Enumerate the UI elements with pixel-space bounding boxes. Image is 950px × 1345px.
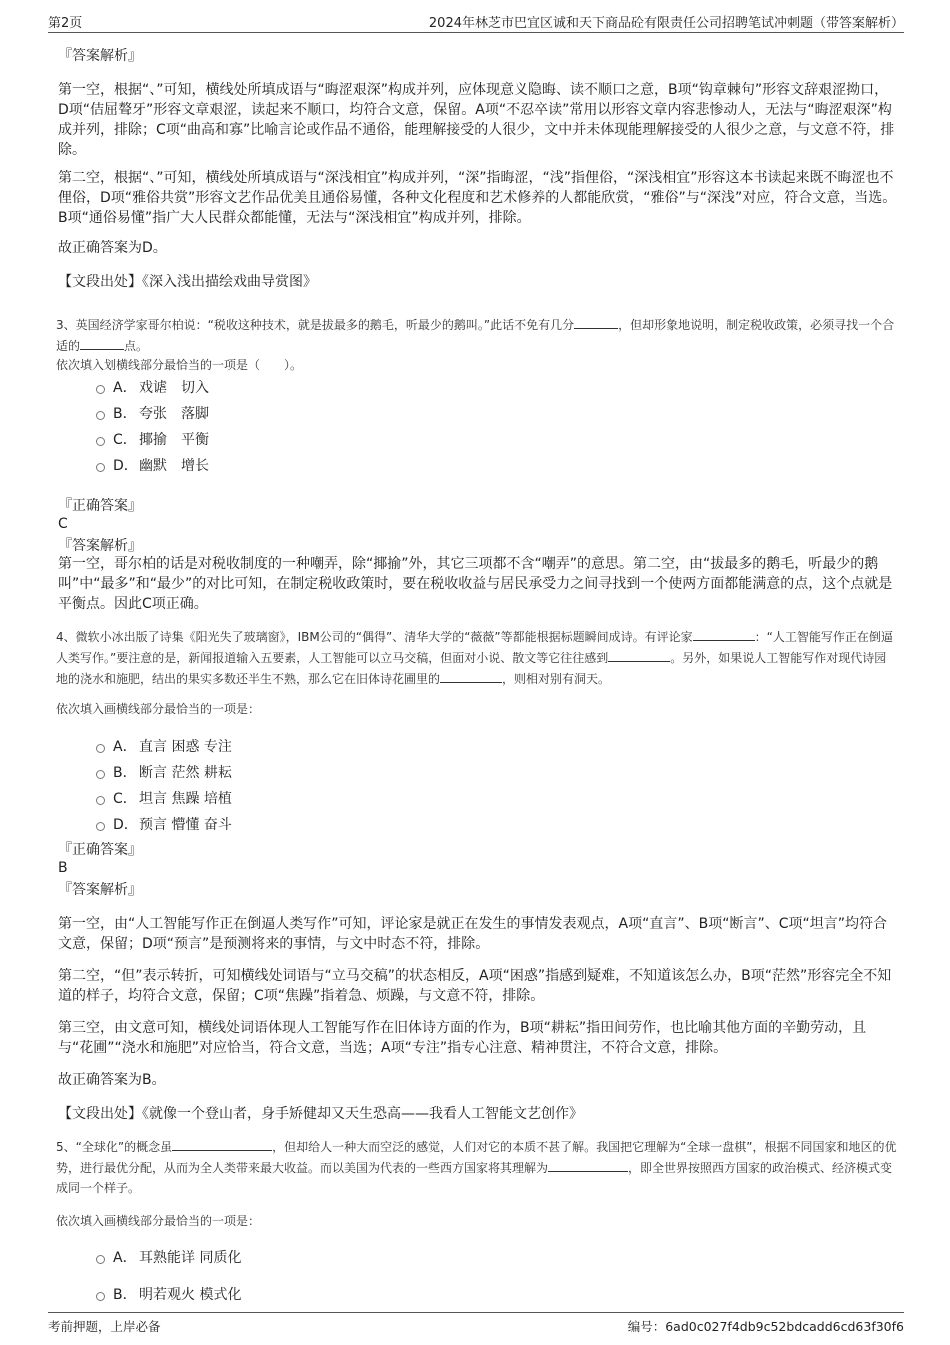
blank-line <box>548 1157 628 1172</box>
conclusion-text: 故正确答案为B。 <box>58 1072 166 1088</box>
document-id: 编号：6ad0c027f4db9c52bdcadd6cd63f30f6 <box>627 1319 904 1334</box>
correct-answer: C <box>58 516 68 532</box>
page-footer <box>48 1312 904 1335</box>
option-c[interactable]: C． 坦言 焦躁 培植 <box>96 788 232 808</box>
analysis-paragraph: 第二空，“但”表示转折，可知横线处词语与“立马交稿”的状态相反，A项“困惑”指感到疑难，不知道该怎么办，B项“茫然”形容完全不知道的样子，均符合文意，保留；C项“焦躁”指着急、烦躁，与文意不符，排除。 <box>58 968 892 1004</box>
question-stem: 3、英国经济学家哥尔柏说：“税收这种技术，就是拔最多的鹅毛，听最少的鹅叫。”此话不免有几分 ，但却形象地说明，制定税收政策，必须寻找一个合适的 点。 <box>56 314 898 356</box>
correct-answer-label: 『正确答案』 <box>58 842 142 858</box>
option-d[interactable]: D． 预言 懵懂 奋斗 <box>96 814 232 834</box>
blank-line <box>172 1136 272 1151</box>
analysis-paragraph: 第二空，根据“、”可知，横线处所填成语与“深浅相宜”构成并列，“深”指晦涩，“浅”指俚俗，“深浅相宜”形容这本书读起来既不晦涩也不俚俗，D项“雅俗共赏”形容文艺作品优美且通俗易懂，各种文化程度和艺术修养的人都能欣赏，“雅俗”与“深浅”对应，符合文意，当选。B项“通俗易懂”指广大人民群众都能懂，无法与“深浅相宜”构成并列，排除。 <box>58 170 897 226</box>
correct-answer: B <box>58 860 68 876</box>
question-stem: 4、微软小冰出版了诗集《阳光失了玻璃窗》，IBM公司的“偶得”、清华大学的“薇薇”等都能根据标题瞬间成诗。有评论家 ：“人工智能写作正在倒逼人类写作。”要注意的是，新闻报道输入五要素，人工智能可以立马交稿，但面对小说、散文等它往往感到 。另外，如果说人工智能写作对现代诗园地的浇水和施肥，结出的果实多数还半生不熟，那么它在旧体诗花圃里的 ，则相对别有洞天。 <box>56 626 898 689</box>
question-stem: 5、“全球化”的概念虽 ，但却给人一种大而空泛的感觉，人们对它的本质不甚了解。我国把它理解为“全球一盘棋”，根据不同国家和地区的优势，进行最优分配，从而为全人类带来最大收益。而以美国为代表的一些西方国家将其理解为 ，即全世界按照西方国家的政治模式、经济模式变成同一个样子。 <box>56 1136 898 1198</box>
conclusion-text: 故正确答案为D。 <box>58 240 167 256</box>
radio-icon[interactable] <box>96 770 105 779</box>
correct-answer-label: 『正确答案』 <box>58 498 142 514</box>
radio-icon[interactable] <box>96 1292 105 1301</box>
option-d[interactable]: D． 幽默 增长 <box>96 455 209 475</box>
page-header <box>48 10 904 33</box>
blank-line <box>574 314 618 329</box>
radio-icon[interactable] <box>96 1255 105 1264</box>
question-instruction: 依次填入画横线部分最恰当的一项是： <box>56 702 261 716</box>
answer-analysis-label: 『答案解析』 <box>58 882 142 898</box>
blank-line <box>80 335 124 350</box>
source-citation: 【文段出处】《就像一个登山者，身手矫健却又天生恐高——我看人工智能文艺创作》 <box>58 1106 583 1122</box>
analysis-paragraph: 第一空，哥尔柏的话是对税收制度的一种嘲弄，除“揶揄”外，其它三项都不含“嘲弄”的意思。第二空，由“拔最多的鹅毛，听最少的鹅叫”中“最多”和“最少”的对比可知，在制定税收政策时，要在税收收益与居民承受力之间寻找到一个使两方面都能满意的点，这个点就是平衡点。因此C项正确。 <box>58 556 893 612</box>
option-c[interactable]: C． 揶揄 平衡 <box>96 429 209 449</box>
radio-icon[interactable] <box>96 796 105 805</box>
radio-icon[interactable] <box>96 463 105 472</box>
option-b[interactable]: B． 断言 茫然 耕耘 <box>96 762 232 782</box>
option-b[interactable]: B． 明若观火 模式化 <box>96 1284 241 1304</box>
blank-line <box>693 626 755 641</box>
source-citation: 【文段出处】《深入浅出描绘戏曲导赏图》 <box>58 274 317 290</box>
blank-line <box>440 668 502 683</box>
option-a[interactable]: A． 耳熟能详 同质化 <box>96 1247 241 1267</box>
analysis-paragraph: 第三空，由文意可知，横线处词语体现人工智能写作在旧体诗方面的作为，B项“耕耘”指田间劳作，也比喻其他方面的辛勤劳动，且与“花圃”“浇水和施肥”对应恰当，符合文意，当选；A项“专注”指专心注意、精神贯注，不符合文意，排除。 <box>58 1020 867 1056</box>
page-number: 第2页 <box>48 16 83 31</box>
option-a[interactable]: A． 戏谑 切入 <box>96 377 209 397</box>
radio-icon[interactable] <box>96 411 105 420</box>
radio-icon[interactable] <box>96 437 105 446</box>
option-a[interactable]: A． 直言 困惑 专注 <box>96 736 232 756</box>
radio-icon[interactable] <box>96 385 105 394</box>
option-b[interactable]: B． 夸张 落脚 <box>96 403 209 423</box>
answer-analysis-label: 『答案解析』 <box>58 48 142 64</box>
radio-icon[interactable] <box>96 822 105 831</box>
blank-line <box>608 647 670 662</box>
document-title: 2024年林芝市巴宜区诚和天下商品砼有限责任公司招聘笔试冲刺题（带答案解析） <box>428 16 904 31</box>
answer-analysis-label: 『答案解析』 <box>58 538 142 554</box>
radio-icon[interactable] <box>96 744 105 753</box>
question-instruction: 依次填入划横线部分最恰当的一项是（ ）。 <box>56 358 303 372</box>
analysis-paragraph: 第一空，根据“、”可知，横线处所填成语与“晦涩艰深”构成并列，应体现意义隐晦、读不顺口之意，B项“钩章棘句”形容文辞艰涩拗口，D项“佶屈聱牙”形容文章艰涩，读起来不顺口，均符合文意，保留。A项“不忍卒读”常用以形容文章内容悲惨动人，无法与“晦涩艰深”构成并列，排除；C项“曲高和寡”比喻言论或作品不通俗，能理解接受的人很少，文中并未体现能理解接受的人很少之意，与文意不符，排除。 <box>58 82 895 158</box>
analysis-paragraph: 第一空，由“人工智能写作正在倒逼人类写作”可知，评论家是就正在发生的事情发表观点，A项“直言”、B项“断言”、C项“坦言”均符合文意，保留；D项“预言”是预测将来的事情，与文中时态不符，排除。 <box>58 916 887 952</box>
question-instruction: 依次填入画横线部分最恰当的一项是： <box>56 1214 261 1228</box>
footer-slogan: 考前押题，上岸必备 <box>48 1319 161 1334</box>
